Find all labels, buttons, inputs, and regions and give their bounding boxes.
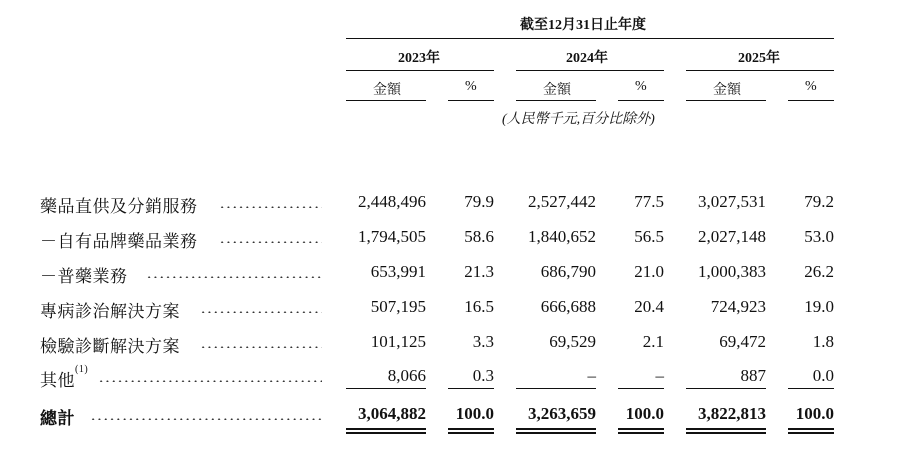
amount-cell: 2,027,148 (698, 227, 766, 246)
amount-cell: 686,790 (540, 262, 596, 281)
percent-cell: 3.3 (472, 332, 494, 351)
leader-dots (98, 380, 322, 382)
row-label (40, 262, 128, 287)
amount-cell: 1,794,505 (358, 227, 426, 246)
leader-dots (146, 276, 322, 278)
percent-cell: 0.0 (812, 366, 834, 385)
amount-cell: 507,195 (370, 297, 426, 316)
row-label-text: 其他 (40, 371, 75, 390)
row-label (40, 332, 180, 357)
subtotal-rule (788, 388, 834, 389)
row-label-text: 檢驗診斷解決方案 (40, 337, 180, 356)
total-double-rule (686, 432, 766, 434)
percent-cell: 21.0 (634, 262, 664, 281)
amount-cell: 8,066 (387, 366, 426, 385)
total-double-rule (448, 432, 494, 434)
year-2024-underline (516, 70, 664, 71)
subtotal-rule (516, 388, 596, 389)
percent-cell: 1.8 (812, 332, 834, 351)
subtotal-rule (448, 388, 494, 389)
total-double-rule (686, 428, 766, 430)
year-2025-underline (686, 70, 834, 71)
amount-cell: 69,529 (549, 332, 596, 351)
amount-header-2024: 金額 (543, 83, 571, 98)
amount-cell: 2,527,442 (528, 192, 596, 211)
row-label-text: 藥品直供及分銷服務 (40, 197, 198, 216)
amount-cell: 3,064,882 (358, 404, 426, 423)
leader-dots (200, 346, 322, 348)
unit-note: (人民幣千元,百分比除外) (502, 112, 655, 127)
leader-dots (219, 241, 322, 243)
amount-cell: 2,448,496 (358, 192, 426, 211)
amount-underline-2024 (516, 100, 596, 101)
total-double-rule (516, 432, 596, 434)
percent-cell: 79.2 (804, 192, 834, 211)
footnote-marker: (1) (75, 364, 89, 375)
row-label (40, 227, 198, 252)
amount-cell: 1,840,652 (528, 227, 596, 246)
percent-cell: 77.5 (634, 192, 664, 211)
percent-cell: – (655, 366, 664, 385)
percent-underline-2023 (448, 100, 494, 101)
year-2024-header: 2024年 (566, 51, 608, 66)
percent-header-2025: % (805, 79, 817, 94)
percent-cell: 16.5 (464, 297, 494, 316)
total-double-rule (788, 428, 834, 430)
percent-underline-2025 (788, 100, 834, 101)
amount-cell: 69,472 (719, 332, 766, 351)
leader-dots (90, 418, 322, 420)
total-double-rule (346, 428, 426, 430)
percent-cell: 2.1 (642, 332, 664, 351)
row-label-text: 總計 (40, 409, 75, 428)
amount-cell: 101,125 (370, 332, 426, 351)
amount-cell: 3,263,659 (528, 404, 596, 423)
subtotal-rule (618, 388, 664, 389)
total-double-rule (516, 428, 596, 430)
year-2023-underline (346, 70, 494, 71)
percent-header-2023: % (465, 79, 477, 94)
amount-cell: 1,000,383 (698, 262, 766, 281)
percent-cell: 58.6 (464, 227, 494, 246)
amount-underline-2025 (686, 100, 766, 101)
amount-cell: 887 (740, 366, 766, 385)
percent-cell: 100.0 (455, 404, 494, 423)
leader-dots (219, 206, 322, 208)
percent-cell: 53.0 (804, 227, 834, 246)
row-label (40, 192, 198, 217)
leader-dots (200, 311, 322, 313)
row-label (40, 297, 180, 322)
total-label (40, 404, 75, 429)
percent-cell: 100.0 (625, 404, 664, 423)
percent-cell: 21.3 (464, 262, 494, 281)
amount-header-2023: 金額 (373, 83, 401, 98)
amount-cell: – (587, 366, 596, 385)
percent-cell: 20.4 (634, 297, 664, 316)
total-double-rule (618, 428, 664, 430)
total-double-rule (346, 432, 426, 434)
percent-cell: 100.0 (795, 404, 834, 423)
amount-cell: 666,688 (540, 297, 596, 316)
period-header: 截至12月31日止年度 (520, 18, 646, 33)
percent-cell: 56.5 (634, 227, 664, 246)
row-label-text: －普藥業務 (40, 267, 128, 286)
period-underline (346, 38, 834, 39)
total-double-rule (618, 432, 664, 434)
percent-cell: 79.9 (464, 192, 494, 211)
year-2025-header: 2025年 (738, 51, 780, 66)
row-label-text: －自有品牌藥品業務 (40, 232, 198, 251)
percent-cell: 0.3 (472, 366, 494, 385)
percent-cell: 26.2 (804, 262, 834, 281)
percent-cell: 19.0 (804, 297, 834, 316)
amount-underline-2023 (346, 100, 426, 101)
row-label-text: 專病診治解決方案 (40, 302, 180, 321)
amount-header-2025: 金額 (713, 83, 741, 98)
percent-header-2024: % (635, 79, 647, 94)
amount-cell: 724,923 (710, 297, 766, 316)
subtotal-rule (686, 388, 766, 389)
subtotal-rule (346, 388, 426, 389)
percent-underline-2024 (618, 100, 664, 101)
total-double-rule (788, 432, 834, 434)
row-label (40, 366, 88, 391)
amount-cell: 3,027,531 (698, 192, 766, 211)
amount-cell: 653,991 (370, 262, 426, 281)
total-double-rule (448, 428, 494, 430)
amount-cell: 3,822,813 (698, 404, 766, 423)
year-2023-header: 2023年 (398, 51, 440, 66)
